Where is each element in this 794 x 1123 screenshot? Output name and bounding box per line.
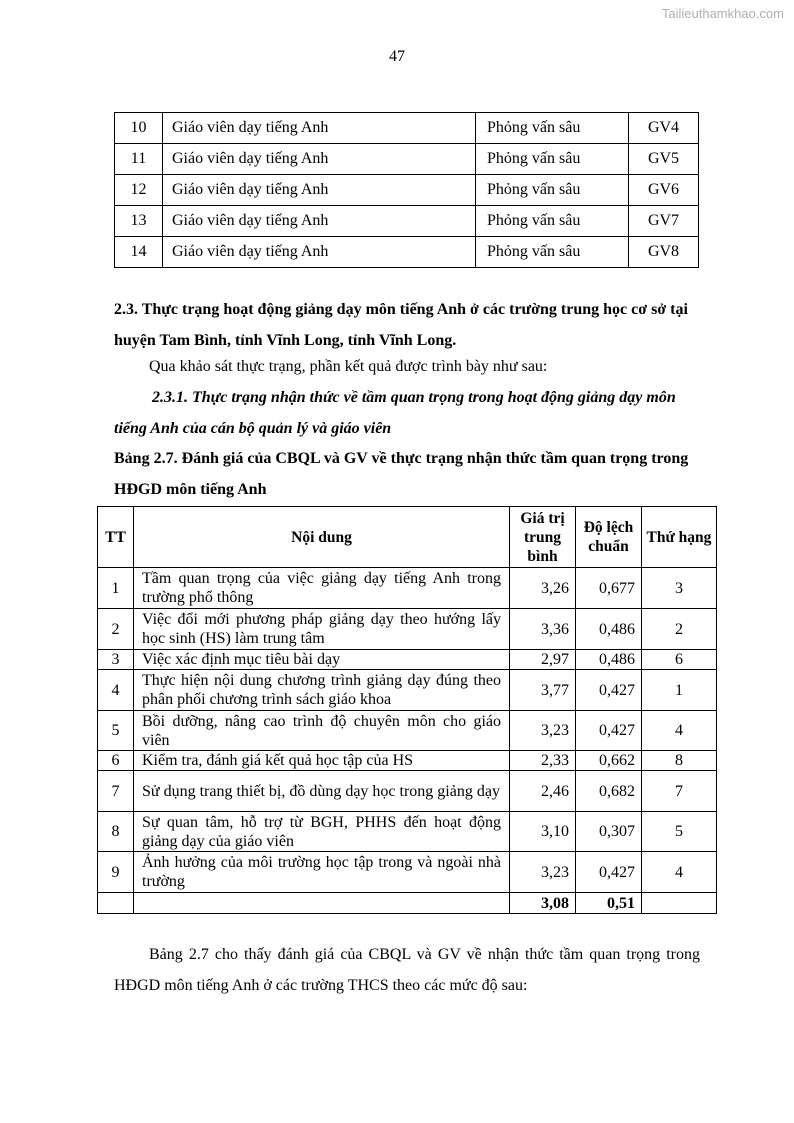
cell-mean: 2,46 bbox=[510, 771, 576, 812]
cell-mean: 3,23 bbox=[510, 711, 576, 751]
cell-method: Phỏng vấn sâu bbox=[476, 144, 629, 175]
header-rank: Thứ hạng bbox=[642, 507, 717, 568]
cell-subject: Giáo viên dạy tiếng Anh bbox=[163, 113, 476, 144]
cell-content: Thực hiện nội dung chương trình giảng dạy đúng theo phân phối chương trình sách giáo khoa bbox=[134, 670, 510, 711]
cell-method: Phỏng vấn sâu bbox=[476, 237, 629, 268]
cell-sd: 0,677 bbox=[576, 568, 642, 609]
table-row bbox=[98, 812, 717, 852]
cell-method: Phỏng vấn sâu bbox=[476, 113, 629, 144]
cell-mean: 2,33 bbox=[510, 751, 576, 771]
cell-sd: 0,662 bbox=[576, 751, 642, 771]
cell-rank: 5 bbox=[642, 812, 717, 852]
table-row bbox=[98, 670, 717, 711]
table-row bbox=[115, 206, 699, 237]
cell-no: 10 bbox=[115, 113, 163, 144]
total-mean: 3,08 bbox=[510, 893, 576, 914]
conclusion-paragraph: Bảng 2.7 cho thấy đánh giá của CBQL và GV về nhận thức tầm quan trọng trong HĐGD môn tiếng Anh ở các trường THCS theo các mức độ sau: bbox=[114, 946, 700, 994]
cell-no: 13 bbox=[115, 206, 163, 237]
cell-rank: 3 bbox=[642, 568, 717, 609]
cell-rank: 4 bbox=[642, 852, 717, 893]
page-number: 47 bbox=[389, 48, 405, 65]
cell-tt: 9 bbox=[98, 852, 134, 893]
assessment-table bbox=[97, 506, 717, 914]
cell-tt: 8 bbox=[98, 812, 134, 852]
section-heading: 2.3. Thực trạng hoạt động giảng dạy môn tiếng Anh ở các trường trung học cơ sở tại huyện Tam Bình, tỉnh Vĩnh Long, tỉnh Vĩnh Long. bbox=[114, 301, 688, 349]
cell-tt: 1 bbox=[98, 568, 134, 609]
subsection-heading: 2.3.1. Thực trạng nhận thức về tầm quan trọng trong hoạt động giảng dạy môn tiếng Anh của cán bộ quản lý và giáo viên bbox=[114, 389, 676, 437]
table-caption: Bảng 2.7. Đánh giá của CBQL và GV về thực trạng nhận thức tầm quan trọng trong HĐGD môn tiếng Anh bbox=[114, 450, 689, 498]
table-header-row bbox=[98, 507, 717, 568]
cell-rank: 7 bbox=[642, 771, 717, 812]
cell-rank: 1 bbox=[642, 670, 717, 711]
cell-code: GV5 bbox=[629, 144, 699, 175]
cell-sd: 0,486 bbox=[576, 650, 642, 670]
table-row bbox=[98, 711, 717, 751]
cell-content: Ảnh hưởng của môi trường học tập trong và ngoài nhà trường bbox=[134, 852, 510, 893]
cell-content: Bồi dưỡng, nâng cao trình độ chuyên môn cho giáo viên bbox=[134, 711, 510, 751]
cell-code: GV8 bbox=[629, 237, 699, 268]
cell-method: Phỏng vấn sâu bbox=[476, 175, 629, 206]
cell-no: 11 bbox=[115, 144, 163, 175]
cell-method: Phỏng vấn sâu bbox=[476, 206, 629, 237]
cell-mean: 3,77 bbox=[510, 670, 576, 711]
cell-tt: 6 bbox=[98, 751, 134, 771]
table-row bbox=[115, 175, 699, 206]
header-content: Nội dung bbox=[134, 507, 510, 568]
cell-content: Sử dụng trang thiết bị, đồ dùng dạy học trong giảng dạy bbox=[134, 771, 510, 812]
cell-sd: 0,307 bbox=[576, 812, 642, 852]
table-row bbox=[98, 568, 717, 609]
cell-subject: Giáo viên dạy tiếng Anh bbox=[163, 175, 476, 206]
header-sd: Độ lệch chuẩn bbox=[576, 507, 642, 568]
cell-rank: 2 bbox=[642, 609, 717, 650]
cell-code: GV6 bbox=[629, 175, 699, 206]
cell-mean: 2,97 bbox=[510, 650, 576, 670]
table-row bbox=[98, 609, 717, 650]
cell-tt: 7 bbox=[98, 771, 134, 812]
cell-rank: 6 bbox=[642, 650, 717, 670]
header-tt: TT bbox=[98, 507, 134, 568]
cell-sd: 0,427 bbox=[576, 670, 642, 711]
cell-rank: 4 bbox=[642, 711, 717, 751]
cell-mean: 3,36 bbox=[510, 609, 576, 650]
cell-no: 12 bbox=[115, 175, 163, 206]
table-row bbox=[98, 771, 717, 812]
cell-empty bbox=[98, 893, 134, 914]
cell-subject: Giáo viên dạy tiếng Anh bbox=[163, 144, 476, 175]
cell-rank: 8 bbox=[642, 751, 717, 771]
cell-tt: 4 bbox=[98, 670, 134, 711]
cell-empty bbox=[134, 893, 510, 914]
cell-content: Việc xác định mục tiêu bài dạy bbox=[134, 650, 510, 670]
total-sd: 0,51 bbox=[576, 893, 642, 914]
table-row bbox=[115, 237, 699, 268]
table-row bbox=[115, 144, 699, 175]
watermark: Tailieuthamkhao.com bbox=[661, 6, 784, 21]
cell-no: 14 bbox=[115, 237, 163, 268]
cell-tt: 5 bbox=[98, 711, 134, 751]
header-mean: Giá trị trung bình bbox=[510, 507, 576, 568]
cell-tt: 2 bbox=[98, 609, 134, 650]
cell-code: GV4 bbox=[629, 113, 699, 144]
cell-sd: 0,682 bbox=[576, 771, 642, 812]
table-row bbox=[98, 650, 717, 670]
cell-sd: 0,427 bbox=[576, 852, 642, 893]
table-row bbox=[98, 852, 717, 893]
cell-mean: 3,26 bbox=[510, 568, 576, 609]
cell-subject: Giáo viên dạy tiếng Anh bbox=[163, 237, 476, 268]
cell-content: Kiểm tra, đánh giá kết quả học tập của HS bbox=[134, 751, 510, 771]
cell-sd: 0,486 bbox=[576, 609, 642, 650]
cell-sd: 0,427 bbox=[576, 711, 642, 751]
cell-empty bbox=[642, 893, 717, 914]
cell-content: Việc đổi mới phương pháp giảng dạy theo hướng lấy học sinh (HS) làm trung tâm bbox=[134, 609, 510, 650]
cell-tt: 3 bbox=[98, 650, 134, 670]
cell-content: Tầm quan trọng của việc giảng dạy tiếng Anh trong trường phổ thông bbox=[134, 568, 510, 609]
cell-subject: Giáo viên dạy tiếng Anh bbox=[163, 206, 476, 237]
table-row bbox=[98, 751, 717, 771]
table-row bbox=[115, 113, 699, 144]
cell-mean: 3,23 bbox=[510, 852, 576, 893]
cell-code: GV7 bbox=[629, 206, 699, 237]
cell-content: Sự quan tâm, hỗ trợ từ BGH, PHHS đến hoạt động giảng dạy của giáo viên bbox=[134, 812, 510, 852]
interview-table bbox=[114, 112, 699, 268]
cell-mean: 3,10 bbox=[510, 812, 576, 852]
total-row bbox=[98, 893, 717, 914]
intro-paragraph: Qua khảo sát thực trạng, phần kết quả được trình bày như sau: bbox=[149, 358, 548, 375]
